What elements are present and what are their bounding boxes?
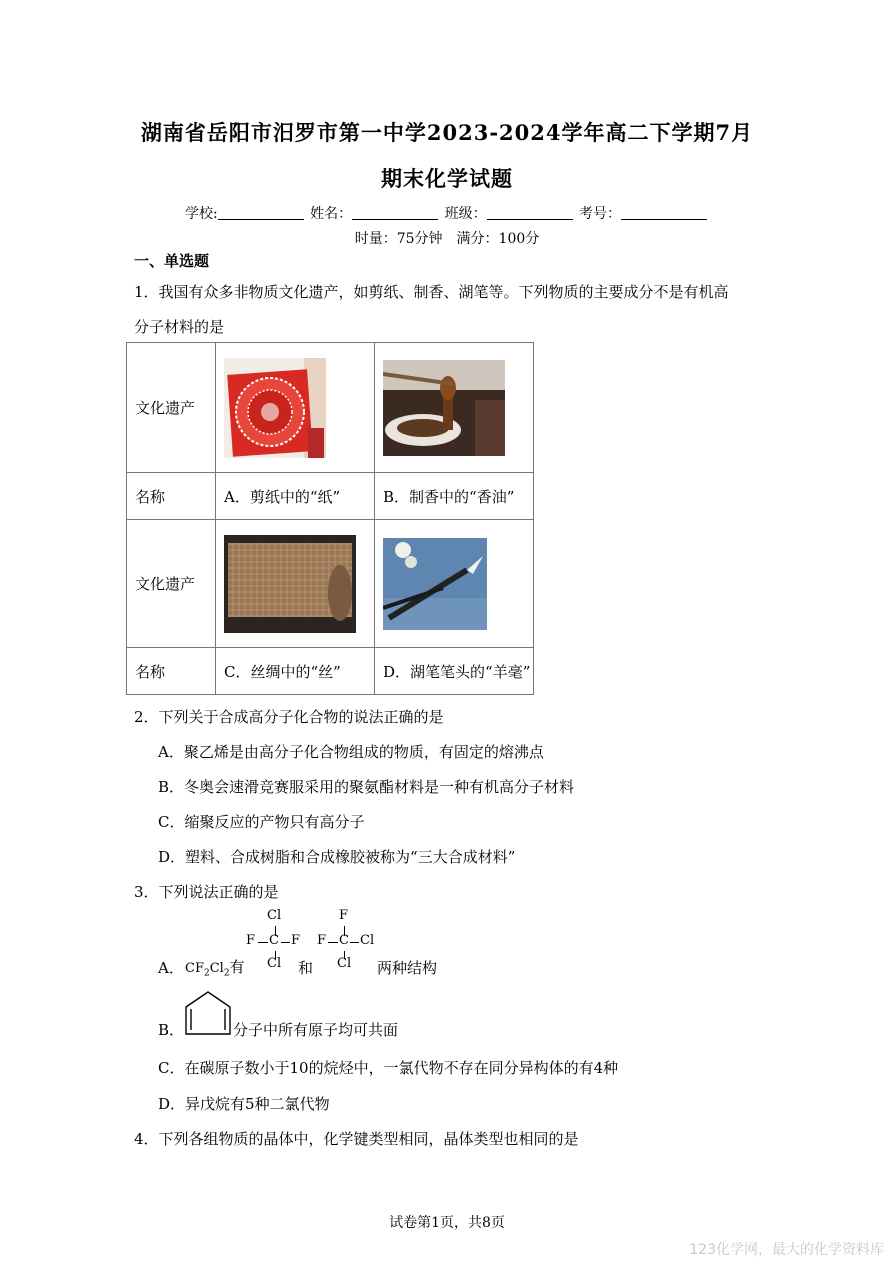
struct1-bond-left bbox=[258, 942, 268, 943]
structure-2 bbox=[315, 906, 379, 974]
heritage-label-2: 文化遗产 bbox=[127, 520, 216, 648]
q2-option-b: B．冬奥会速滑竞赛服采用的聚氨酯材料是一种有机高分子材料 bbox=[158, 778, 575, 796]
q1-stem-line2: 分子材料的是 bbox=[134, 318, 225, 336]
section-heading: 一、单选题 bbox=[134, 252, 210, 270]
struct1-left: F bbox=[246, 933, 256, 948]
formula-sub2: 2 bbox=[223, 968, 230, 979]
name-label-1: 名称 bbox=[127, 473, 216, 520]
exam-title-line2: 期末化学试题 bbox=[381, 166, 513, 191]
school-label: 学校: bbox=[184, 206, 218, 222]
struct2-left: F bbox=[317, 933, 327, 948]
formula-sub1: 2 bbox=[203, 968, 210, 979]
exam-title-line1: 湖南省岳阳市汨罗市第一中学2023-2024学年高二下学期7月 bbox=[140, 120, 754, 145]
heritage-label-1: 文化遗产 bbox=[127, 343, 216, 473]
time-score-line: 时量：75分钟 满分：100分 bbox=[354, 231, 540, 247]
class-blank bbox=[487, 205, 573, 220]
q3-option-b-prefix: B． bbox=[158, 1021, 185, 1039]
struct2-center: C bbox=[339, 933, 349, 948]
formula-has: 有 bbox=[229, 958, 245, 976]
struct2-bond-right bbox=[350, 942, 359, 943]
q3-option-a-prefix: A． bbox=[158, 959, 184, 977]
q1-options-table bbox=[126, 342, 534, 695]
name-label: 姓名： bbox=[310, 206, 353, 222]
formula-cl: Cl bbox=[209, 961, 224, 976]
silk-image bbox=[216, 520, 375, 648]
struct2-bottom: Cl bbox=[337, 956, 352, 971]
q2-stem: 2．下列关于合成高分子化合物的说法正确的是 bbox=[134, 708, 444, 726]
brush-image bbox=[375, 520, 534, 648]
name-blank bbox=[352, 205, 438, 220]
class-label: 班级： bbox=[444, 206, 487, 222]
student-info-line bbox=[0, 203, 894, 223]
exam-no-blank bbox=[621, 205, 707, 220]
q2-option-a: A．聚乙烯是由高分子化合物组成的物质，有固定的熔沸点 bbox=[158, 743, 544, 761]
q3-stem: 3．下列说法正确的是 bbox=[134, 883, 279, 901]
paper-cutting-image bbox=[216, 343, 375, 473]
struct2-bond-left bbox=[328, 942, 338, 943]
struct1-top: Cl bbox=[267, 908, 282, 923]
struct1-bond-right bbox=[281, 942, 290, 943]
structure-1 bbox=[244, 906, 304, 974]
struct2-top: F bbox=[339, 908, 349, 923]
struct1-bottom: Cl bbox=[267, 956, 282, 971]
q3-option-d: D．异戊烷有5种二氯代物 bbox=[158, 1095, 330, 1113]
formula-cf: CF bbox=[185, 961, 204, 976]
q3-option-a-formula bbox=[185, 956, 245, 979]
q2-option-d: D．塑料、合成树脂和合成橡胶被称为“三大合成材料” bbox=[158, 848, 516, 866]
cyclohexadiene-structure bbox=[183, 990, 233, 1042]
q3-option-a-suffix: 两种结构 bbox=[377, 959, 438, 977]
q3-option-a-and: 和 bbox=[298, 959, 314, 977]
struct1-center: C bbox=[269, 933, 279, 948]
watermark: 123化学网，最大的化学资料库 bbox=[689, 1242, 884, 1258]
struct2-right: Cl bbox=[360, 933, 375, 948]
q4-stem: 4．下列各组物质的晶体中，化学键类型相同，晶体类型也相同的是 bbox=[134, 1130, 579, 1148]
q1-stem-line1: 1．我国有众多非物质文化遗产，如剪纸、制香、湖笔等。下列物质的主要成分不是有机高 bbox=[134, 283, 729, 301]
q3-option-c: C．在碳原子数小于10的烷烃中，一氯代物不存在同分异构体的有4种 bbox=[158, 1059, 619, 1077]
incense-making-image bbox=[375, 343, 534, 473]
q1-option-a: A．剪纸中的“纸” bbox=[216, 473, 375, 520]
page-footer: 试卷第1页，共8页 bbox=[389, 1215, 505, 1231]
struct1-right: F bbox=[291, 933, 301, 948]
q1-option-b: B．制香中的“香油” bbox=[375, 473, 534, 520]
q3-option-b-text: 分子中所有原子均可共面 bbox=[233, 1021, 399, 1039]
q1-option-c: C．丝绸中的“丝” bbox=[216, 648, 375, 695]
q2-option-c: C．缩聚反应的产物只有高分子 bbox=[158, 813, 365, 831]
exam-no-label: 考号： bbox=[579, 206, 622, 222]
q1-option-d: D．湖笔笔头的“羊毫” bbox=[375, 648, 534, 695]
school-blank bbox=[218, 205, 304, 220]
name-label-2: 名称 bbox=[127, 648, 216, 695]
